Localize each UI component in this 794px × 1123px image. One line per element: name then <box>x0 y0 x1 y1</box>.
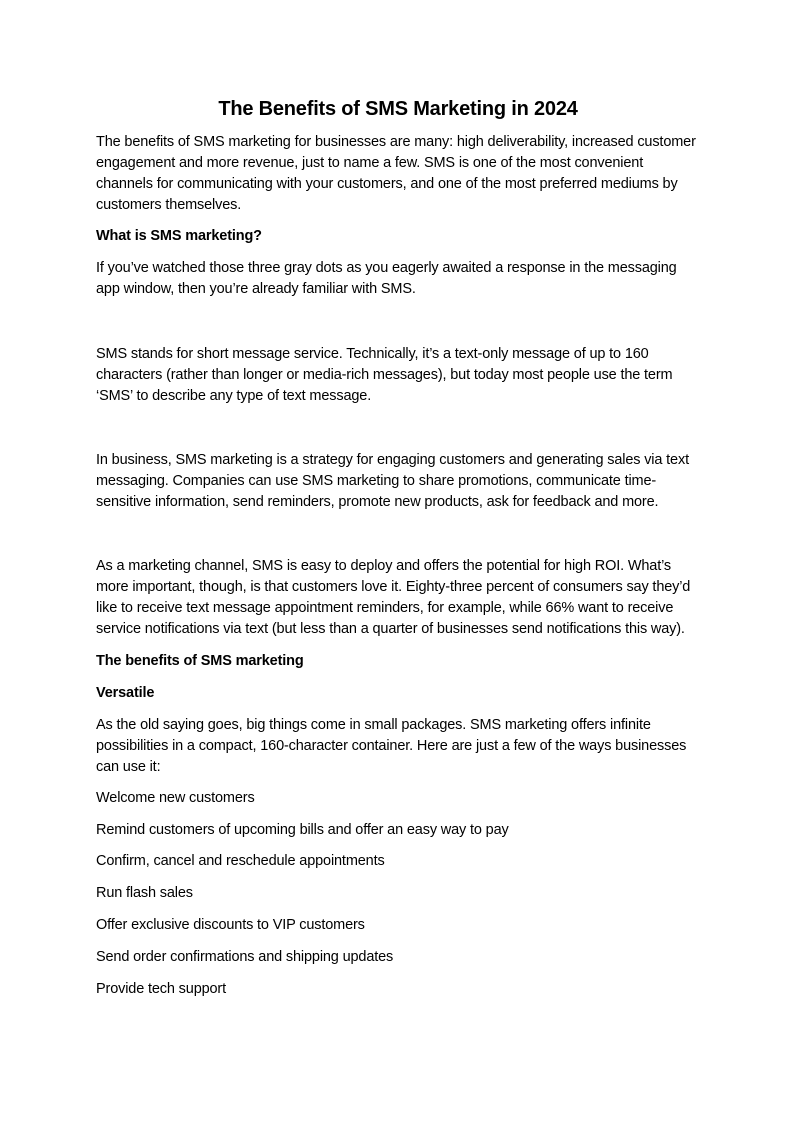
paragraph-sms-definition: SMS stands for short message service. Technically, it’s a text-only message of up to 160 characters (rather than longer or media-rich messages), but today most people use the term ‘SMS’ to describe any type of text message. <box>96 345 673 404</box>
paragraph-business-use: In business, SMS marketing is a strategy for engaging customers and generating sales via text messaging. Companies can use SMS marketing to share promotions, communicate time-sensitive information, send reminders, promote new products, ask for feedback and more. <box>96 451 689 511</box>
list-item: Offer exclusive discounts to VIP customers <box>96 916 365 933</box>
list-item: Welcome new customers <box>96 789 255 806</box>
list-item: Confirm, cancel and reschedule appointments <box>96 853 385 870</box>
paragraph-marketing-channel: As a marketing channel, SMS is easy to deploy and offers the potential for high ROI. What’s more important, though, is that customers love it. Eighty-three percent of consumers say they’d like to receive text message appointment reminders, for example, while 66% want to receive service notifications via text (but less than a quarter of businesses send notifications this way). <box>96 558 691 638</box>
uses-list <box>96 788 700 1000</box>
list-item: Send order confirmations and shipping updates <box>96 948 394 965</box>
list-item: Provide tech support <box>96 980 226 997</box>
list-item: Remind customers of upcoming bills and offer an easy way to pay <box>96 821 509 838</box>
subheading-versatile: Versatile <box>96 684 155 701</box>
section-heading-benefits: The benefits of SMS marketing <box>96 652 304 669</box>
document-page <box>96 96 700 1010</box>
paragraph-gray-dots: If you’ve watched those three gray dots as you eagerly awaited a response in the messaging app window, then you’re already familiar with SMS. <box>96 260 677 298</box>
paragraph-versatile: As the old saying goes, big things come in small packages. SMS marketing offers infinite possibilities in a compact, 160-character container. Here are just a few of the ways businesses can use it: <box>96 716 687 775</box>
intro-paragraph: The benefits of SMS marketing for businesses are many: high deliverability, increased customer engagement and more revenue, just to name a few. SMS is one of the most convenient channels for communicating with your customers, and one of the most preferred mediums by customers themselves. <box>96 134 696 214</box>
list-item: Run flash sales <box>96 885 193 902</box>
section-heading-what-is-sms: What is SMS marketing? <box>96 228 262 245</box>
document-title: The Benefits of SMS Marketing in 2024 <box>218 98 578 120</box>
